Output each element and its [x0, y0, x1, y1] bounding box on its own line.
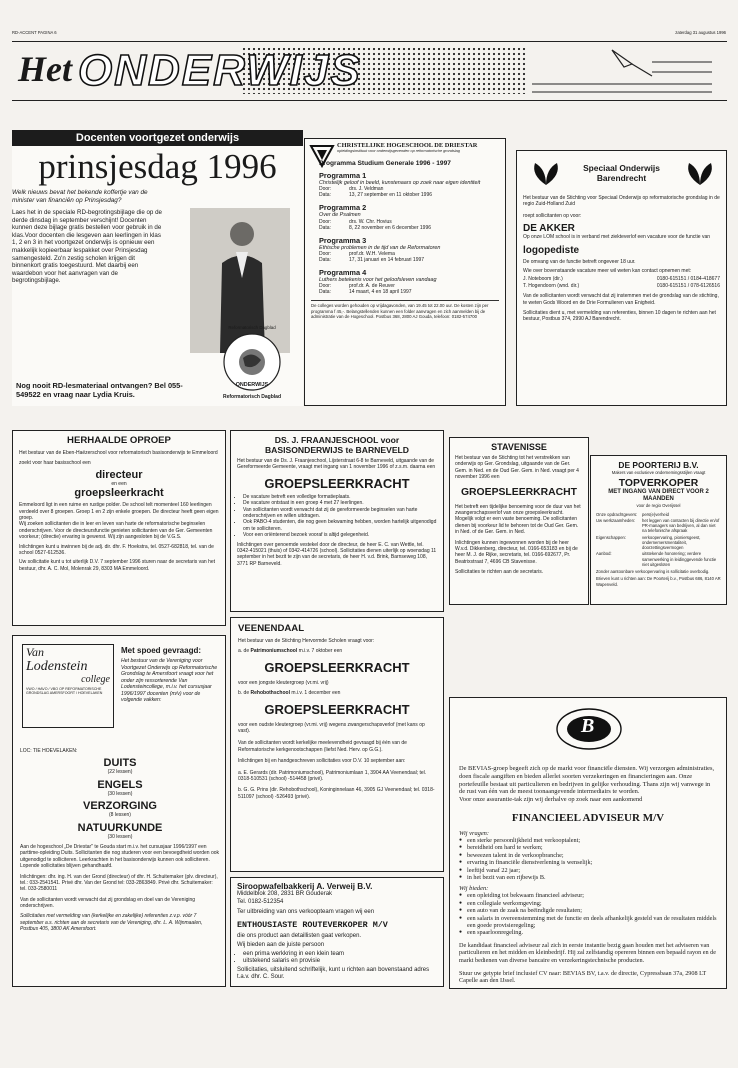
driestar-program-name: Programma 4: [319, 267, 367, 277]
driestar-data-label: Data:: [319, 224, 331, 231]
bevias-bieden-item-text: een opleiding tot bekwaam financieel adviseur;: [467, 892, 585, 900]
veenendaal-b-group: voor een oudste kleutergroep (vr.mi. vrij) wegens zwangerschapsverlof (met kans op vast).: [238, 721, 425, 734]
driestar-data-label: Data:: [319, 289, 331, 296]
oproep-body2: Wij zoeken sollicitanten die in leer en leven van harte de reformatorische beginselen onderschrijven. Voor de directeursfunctie genieten sollicitanten van de Ger. Gemeenten voorkeur; (directie) ervaring is gewenst. Wij zijn aangesloten bij de V.G.S.: [19, 521, 213, 541]
lodenstein-logo-college: college: [81, 674, 110, 685]
driestar-door-value: prof.dr. W.H. Velema: [349, 250, 395, 257]
bullet-dot-icon: ●: [459, 875, 463, 881]
stavenisse-ad: [449, 437, 589, 605]
seal-text-bottom: ONDERWIJS: [235, 382, 269, 388]
veenendaal-body2: Inlichtingen bij en handgeschreven sollicitaties voor D.V. 10 september aan:: [238, 758, 406, 765]
veenendaal-intro: Het bestuur van de Stichting Hervormde Scholen vraagt voor:: [238, 638, 375, 644]
masthead: [12, 41, 727, 101]
fraanje-bullet: • De vacature betreft een volledige formatieplaats.: [243, 494, 437, 500]
bevias-vragen-item-text: ervaring in financiële dienstverlening is wenselijk;: [467, 859, 593, 867]
speciaal-contact-row: [523, 283, 720, 289]
oproep-role1: directeur: [95, 468, 143, 481]
verweij-apply: Sollicitaties, uitsluitend schriftelijk, kunt u richten aan bovenstaand adres t.a.v. dhr. C. Sour.: [237, 966, 430, 980]
veenendaal-body1: Van de sollicitanten wordt kerkelijke meelevendheid gevraagd bij één van de Reformatorische kerkgenootschappen (liefst Ned. Herv. op G.G.).: [238, 740, 407, 753]
bevias-bieden-item: [459, 915, 717, 930]
fraanje-bullet: • Voor een oriënterend bezoek vooraf is altijd gelegenheid.: [243, 532, 437, 538]
lodenstein-subject-name: ENGELS: [97, 778, 143, 791]
fraanje-bullet: • De vacature ontstaat in een groep 4 met 27 leerlingen.: [243, 500, 437, 506]
driestar-data-label: Data:: [319, 256, 331, 263]
lodenstein-logo-small: VWO / HAVO / VBO OP REFORMATORISCHE GRONDSLAG AMERSFOORT / HOEVELAKEN: [26, 687, 103, 696]
bullet-dot-icon: ●: [459, 893, 463, 899]
driestar-door-label: Door:: [319, 283, 332, 290]
bullet-dot-icon: ●: [459, 837, 463, 843]
leaf-icon-left: [529, 161, 563, 187]
lodenstein-logo: [22, 644, 114, 728]
verweij-tel: Tel. 0182-512354: [237, 898, 284, 905]
driestar-program-name: Programma 3: [319, 235, 367, 245]
fraanje-title: DS. J. FRAANJESCHOOL voor BASISONDERWIJS te BARNEVELD: [264, 435, 410, 455]
verweij-intro: Ter uitbreiding van ons verkoopteam vragen wij een: [237, 909, 375, 915]
lodenstein-content: [20, 748, 220, 933]
poorterij-role: TOPVERKOPER: [618, 478, 699, 490]
bevias-vragen-item: [459, 867, 717, 874]
driestar-door-label: Door:: [319, 250, 332, 257]
seal-text-top: Reformatorisch Dagblad: [228, 325, 276, 330]
bevias-bieden-item-text: een auto van de zaak na beëindigde resultaten;: [467, 907, 582, 915]
bevias-intro2: Voor onze assurantie-tak zijn wij derhalve op zoek naar een aankomend: [459, 796, 643, 804]
lodenstein-subject-hours: (30 lessen): [107, 833, 133, 840]
bevias-role: FINANCIEEL ADVISEUR M/V: [511, 811, 665, 824]
bevias-vragen-item-text: een sterke persoonlijkheid met verkooptalent;: [467, 836, 581, 844]
prinsjesdag-title: prinsjesdag 1996: [38, 147, 277, 186]
masthead-word-het: Het: [18, 49, 72, 89]
speciaal-omvang: De omvang van de functie betreft ongeveer 18 uur.: [523, 258, 636, 265]
lodenstein-body2: Inlichtingen: dhr. ing. H. van der Grond (directeur) of dhr. H. Schuitemaker (plv. directeur), tel.: 033-2541541. Privé dhr. Van der Grond tel: 033-2863849. Privé dhr. Schuitemaker: tel. 033-2580011: [20, 873, 218, 893]
speciaal-contact-name: T. Hogendoorn (wnd. dir.): [523, 282, 580, 289]
poorterij-row-value: pers(e)verheid: [642, 511, 669, 517]
driestar-program-data-row: [319, 192, 499, 198]
bullet-dot-icon: ●: [459, 908, 463, 914]
speciaal-apply: Sollicitaties dient u, met vermelding van referenties, binnen 10 dagen te richten aan het bestuur, Postbus 374, 2990 AJ Barendrecht.: [523, 309, 716, 323]
veenendaal-addr-a: a. E. Gerards (dir. Patrimoniumschool), Patrimoniumlaan 1, 3904 AA Veenendaal; tel. 0318-510531 (school) -514458 (privé).: [238, 769, 427, 782]
bevias-vragen-item: [459, 859, 717, 866]
driestar-data-value: 13, 27 september en 11 oktober 1996: [349, 192, 433, 199]
veenendaal-ad: [230, 617, 444, 872]
speciaal-roept: roept sollicitanten op voor:: [523, 212, 582, 219]
speciaal-contact-tel: 0180-615151 / 0184-418677: [656, 276, 720, 283]
lodenstein-subject-hours: (30 lessen): [107, 790, 133, 797]
veenendaal-b-label: b. de: [238, 690, 250, 697]
bullet-dot-icon: ●: [459, 860, 463, 866]
veenendaal-role-a: GROEPSLEERKRACHT: [264, 659, 410, 675]
driestar-data-value: 17, 31 januari en 14 februari 1997: [349, 256, 425, 263]
bevias-apply: Stuur uw getypte brief inclusief CV naar: BEVIAS BV, t.a.v. de directie, Cypressbaan 37a, 2908 LT Capelle aan den IJssel.: [459, 969, 706, 985]
bevias-bieden-list: [459, 892, 717, 936]
stavenisse-apply: Sollicitaties te richten aan de secretaris.: [455, 569, 544, 576]
driestar-door-label: Door:: [319, 218, 332, 225]
driestar-logo: [309, 142, 335, 168]
bevias-bieden-item: [459, 907, 717, 914]
driestar-program-topic: Ethische problemen in de tijd van de Reformatoren: [319, 244, 441, 251]
poorterij-row: [596, 551, 721, 567]
veenendaal-a-group: voor een jongste kleutergroep (vr.mi. vrij): [238, 679, 329, 686]
bevias-body: De kandidaat financieel adviseur zal zich in eerste instantie bezig gaan houden met het adviseren van particulieren en het midden en kleinbedrijf. Hij zal zelfstandig opereren binnen een bepaald rayon en de markt bedienen van diverse bancaire en verzekeringstechnische producten.: [459, 941, 717, 965]
lodenstein-body1: Aan de hogeschool „De Driestar" te Gouda start m.i.v. het cursusjaar 1996/1997 een parttime-opleiding Duits. Sollicitanten die nog studeren voor een bevoegdheid worden ook uitgenodigd te solliciteren. Leerkrachten in het basisonderwijs kunnen ook solliciteren. Lopende sollicitaties blijven gehandhaafd.: [20, 843, 220, 870]
lodenstein-body4: Sollicitaties met vermelding van (kerkelijke en zakelijke) referenties z.v.p. vóór 7 september a.s. richten aan de secretaris van de Vereniging, dhr. L. A. Wijnmaalen, Postbus 405, 3800 AK Amersfoort.: [20, 913, 203, 933]
lodenstein-subjects: [20, 757, 220, 840]
bevias-bieden-item: [459, 892, 717, 899]
verweij-addr: Middelblok 208, 2831 BR Gouderak: [237, 891, 333, 897]
verweij-bullet: • een prima werkkring in een klein team: [243, 951, 437, 959]
poorterij-region: voor de regio Overijssel: [636, 503, 681, 509]
poorterij-apply: Brieven kunt u richten aan: De Poorterij b.v., Postbus 686, 8140 AR Wapenveld.: [596, 576, 721, 587]
poorterij-row-key: Eigenschappen:: [596, 534, 627, 540]
bevias-vragen-item: [459, 852, 717, 859]
driestar-programs: [319, 171, 499, 296]
bevias-vragen-item: [459, 837, 717, 844]
poorterij-row-value: het leggen van contacten bij directie en/of PR-managers van bedrijven, al dan niet na telefonische afspraak: [642, 517, 720, 534]
speciaal-contact-tel: 0180-615151 / 078-6126516: [656, 282, 720, 289]
fraanje-bullet: • Ook PABO-4 studenten, die nog geen bekwaming hebben, worden hartelijk uitgenodigd om te solliciteren.: [243, 519, 437, 532]
herhaalde-oproep-ad: [12, 430, 226, 626]
driestar-program: [319, 268, 499, 295]
seal-caption: Reformatorisch Dagblad: [222, 394, 282, 400]
lodenstein-logo-van: Van: [26, 645, 44, 659]
driestar-program-topic: Over de Psalmen: [319, 212, 361, 219]
driestar-door-label: Door:: [319, 186, 332, 193]
poorterij-row-key: Onze opdrachtgevers:: [596, 511, 638, 517]
stavenisse-intro: Het bestuur van de Stichting tot het verstrekken van onderwijs op Ger. Grondslag, uitgaande van de Ger. Gem. in Ned. en de Oud Ger. Gem. in Ned. vraagt per 4 november 1996 een: [455, 455, 579, 481]
driestar-title: CHRISTELIJKE HOGESCHOOL DE DRIESTAR: [337, 142, 478, 149]
driestar-door-value: drs. J. Veldman: [349, 186, 384, 193]
verweij-offer: Wij bieden aan de juiste persoon: [237, 942, 325, 948]
driestar-program-data-row: [319, 289, 499, 295]
poorterij-row: [596, 535, 721, 551]
driestar-data-label: Data:: [319, 192, 331, 199]
prinsjesdag-body: Laes het in de speciale RD-begrotingsbijlage die op de derde dinsdag in september verschijnt! Docenten kunnen deze bijlage gratis bestellen voor gebruik in de klas.Voor docenten die lesgeven aan leerlingen in klas 1, 2 en 3 in het voortgezet onderwijs is opnieuw een makkelijk kopieerbaar lespakket over Prinsjesdag samengesteld. Zo'n zestig scholen krijgen dit binnenkort gratis toegestuurd. Met daarbij een waardebon voor het aanvragen van de begrotingsbijlage.: [12, 209, 162, 285]
speciaal-onderwijs-ad: [516, 150, 727, 406]
speciaal-intro: Het bestuur van de Stichting voor Speciaal Onderwijs op reformatorische grondslag in de regio Zuid-Holland Zuid: [523, 195, 720, 208]
oproep-body1: Emmeloord ligt in een ruime en rustige polder. De school telt momenteel 160 leerlingen verdeeld over 8 groepen. Groep 1 en 2 zijn enkele groepen. De directeur heeft geen eigen groep.: [19, 502, 219, 521]
speciaal-desc: Op onze LOM school is in verband met ziekteverlof een vacature voor de functie van: [523, 234, 711, 241]
bevias-vragen-item: [459, 874, 717, 881]
bevias-vragen-item-text: bereidheid om hard te werken;: [467, 844, 543, 852]
driestar-door-value: drs. W. Chr. Hovius: [349, 218, 392, 225]
masthead-word-onderwijs: ONDERWIJS: [78, 46, 362, 95]
verweij-bullet: • uitstekend salaris en provisie: [243, 958, 437, 966]
veenendaal-b-date: m.i.v. 1 december een: [291, 690, 341, 697]
prinsjesdag-cta: Nog nooit RD-lesmateriaal ontvangen? Bel 055-549522 en vraag naar Lydia Kruis.: [16, 381, 183, 399]
bevias-bieden-item: [459, 900, 717, 907]
bevias-vragen-label: Wij vragen:: [459, 829, 489, 837]
bullet-dot-icon: ●: [459, 930, 463, 936]
lodenstein-body3: Van de sollicitanten wordt verwacht dat zij grondslag en doel van de Vereniging onderschrijven.: [20, 896, 196, 910]
page-header-left: RD-ACCENT PAGINA 6: [12, 30, 57, 35]
stavenisse-title: STAVENISSE: [491, 442, 547, 452]
speciaal-contact-name: J. Noteboom (dir.): [523, 276, 563, 283]
veenendaal-a-label: a. de: [238, 648, 250, 655]
page-header-right: zaterdag 31 augustus 1996: [675, 30, 726, 35]
stavenisse-role: GROEPSLEERKRACHT: [460, 486, 578, 498]
poorterij-row-value: verkoopervaring, pioniersgeest, ondernemersmentaliteit, doorzettingsvermogen: [642, 534, 701, 550]
oproep-role2: groepsleerkracht: [74, 487, 164, 500]
speciaal-school: DE AKKER: [523, 223, 575, 235]
fraanjeschool-ad: [230, 430, 444, 612]
bullet-dot-icon: ●: [459, 915, 463, 921]
lodenstein-loc: LOC: TIE HOEVELAKEN:: [20, 748, 78, 754]
poorterij-sub: Makers van exclusieve ondernemingsstijlen vraagt: [611, 470, 706, 475]
lodenstein-subject-name: DUITS: [103, 757, 137, 770]
driestar-program: [319, 203, 499, 230]
lodenstein-subject-name: NATUURKUNDE: [77, 821, 163, 834]
poorterij-rows: [596, 512, 721, 568]
oproep-zoekt: zoekt voor haar basisschool een: [19, 460, 91, 467]
oproep-en: en een: [111, 480, 127, 487]
speciaal-note: Van de sollicitanten wordt verwacht dat zij instemmen met de grondslag van de stichting, te weten Gods Woord en de Drie Formulieren van Enigheid.: [523, 293, 719, 306]
stavenisse-body2: Inlichtingen kunnen ingewonnen worden bij de heer W.v.d. Dikkenberg, directeur, tel. 0166-653183 en bij de heer M. J. de Rijke, secretaris, tel. 0166-692677, Pr. Beatrixstraat 7, 4696 CB Stavenisse.: [455, 539, 578, 565]
fraanje-bullets: [243, 494, 437, 539]
oproep-intro: Het bestuur van de Eben-Haëzerschool voor reformatorisch basisonderwijs te Emmeloord: [19, 450, 218, 456]
lodenstein-subject-hours: (8 lessen): [109, 812, 131, 819]
driestar-program-name: Programma 2: [319, 203, 367, 213]
lodenstein-ad: [12, 635, 226, 987]
stavenisse-body: Het betreft een tijdelijke benoeming voor de duur van het zwangerschapsverlof van onze groepsleerkracht. Mogelijk volgt er een vaste benoeming. De sollicitanten dienen bij voorkeur lid te behoren tot de Oud Ger. Gem. in Ned. of de Ger. Gem. in Ned.: [455, 503, 581, 536]
lodenstein-subject-name: VERZORGING: [83, 800, 157, 813]
bevias-vragen-item-text: in het bezit van een rijbewijs B.: [467, 874, 546, 882]
poorterij-row-key: Uw werkzaamheden:: [596, 517, 636, 523]
oproep-title: HERHAALDE OPROEP: [67, 435, 171, 446]
driestar-ad: [304, 138, 506, 406]
driestar-program-data-row: [319, 257, 499, 263]
bevias-vragen-item: [459, 844, 717, 851]
poorterij-row-value: uitstekende honorering; verdere samenwerking in leidinggevende functie niet uitgesloten: [642, 551, 717, 567]
driestar-heading: Programma Studium Generale 1996 - 1997: [319, 159, 451, 167]
poorterij-row: [596, 518, 721, 534]
veenendaal-addr-b: b. G. G. Prins (dir. Rehobothschool), Koninginnelaan 46, 3905 GJ Veenendaal; tel. 0318-511097 (school) -526493 (privé).: [238, 787, 435, 800]
speciaal-contacts: [523, 276, 720, 289]
prinsjesdag-banner: Docenten voortgezet onderwijs: [12, 130, 303, 146]
lodenstein-logo-name: Lodenstein: [26, 659, 88, 674]
poorterij-ad: [590, 455, 727, 605]
bevias-bieden-item-text: een salaris in overeenstemming met de functie en deels afhankelijk gesteld van de resultaten middels een goede provisieregeling;: [467, 914, 717, 930]
bullet-dot-icon: ●: [459, 900, 463, 906]
leaf-icon-right: [683, 161, 717, 187]
prinsjesdag-intro: Welk nieuws bevat het bekende koffertje van de minister van financiën op Prinsjesdag?: [12, 189, 148, 204]
speciaal-role: logopediste: [523, 244, 580, 256]
verweij-bullets: [243, 951, 437, 966]
fraanje-role: GROEPSLEERKRACHT: [264, 475, 410, 491]
poorterij-row: [596, 512, 721, 517]
oproep-body3: Inlichtingen kunt u inwinnen bij de adj. dir. dhr. F. Hoekstra, tel. 0527-682818, tel. van de school 0527-612536.: [19, 543, 214, 556]
veenendaal-b-line: [238, 690, 436, 696]
veenendaal-a-school: Patrimoniumschool: [250, 648, 298, 655]
bullet-dot-icon: ●: [459, 845, 463, 851]
veenendaal-a-date: m.i.v. 7 oktober een: [298, 648, 343, 655]
bevias-bieden-item: [459, 929, 717, 936]
veenendaal-b-school: Rehobothschool: [250, 690, 290, 697]
fraanje-body: Inlichtingen over genoemde vestekel door de directeur, de heer E. C. van Wettle, tel. 0342-415021 (thuis) of 0342-414726 (school). Sollicitaties dienen uiterlijk op woensdag 11 september in het bezit te zijn van de secretaris, de heer H. v.d. Brink, Barnseweg 108, 3771 RP Barneveld.: [237, 541, 437, 567]
driestar-data-value: 14 maart, 4 en 18 april 1997: [349, 289, 412, 296]
verweij-sub: die ons product aan detaillisten gaat verkopen.: [237, 932, 362, 939]
bevias-vragen-list: [459, 837, 717, 881]
poorterij-start: MET INGANG VAN DIRECT VOOR 2 MAANDEN: [608, 489, 709, 503]
bevias-bieden-item-text: een spaarloonregeling.: [467, 929, 524, 937]
veenendaal-title: VEENENDAAL: [238, 623, 305, 634]
veenendaal-role-b: GROEPSLEERKRACHT: [264, 701, 410, 717]
driestar-program-name: Programma 1: [319, 170, 367, 180]
verweij-ad: [230, 877, 444, 987]
driestar-subtitle: opleidingsinstituut voor onderwijsgevenden op reformatorische grondslag: [337, 149, 460, 153]
speciaal-info: Wie over bovenstaande vacature meer wil weten kan contact opnemen met:: [523, 267, 692, 274]
verweij-title: Siroopwafelbakkerij A. Verweij B.V.: [237, 882, 373, 891]
fraanje-intro: Het bestuur van de Ds. J. Fraanjeschool, Lijsterstraat 6-8 te Barneveld, uitgaande van de Gereformeerde Gemeente, vraagt met ingang van 1 november 1996 of z.s.m. daarna een: [237, 458, 436, 471]
bullet-dot-icon: ●: [459, 852, 463, 858]
oproep-body4: Uw sollicitatie kunt u tot uiterlijk D.V. 7 september 1996 sturen naar de secretaris van het bestuur, dhr. A. C. Mol, Molenrak 29, 8303 MA Emmeloord.: [19, 559, 216, 572]
driestar-door-value: prof.dr. A. de Reuver: [349, 283, 395, 290]
driestar-program-topic: Christelijk geloof in beeld, kunstenaars op zoek naar eigen identiteit: [319, 179, 481, 186]
bevias-bieden-label: Wij bieden:: [459, 885, 489, 893]
prinsjesdag-ad: [12, 130, 303, 406]
bevias-ad: [449, 697, 727, 989]
driestar-footer: De colleges worden gehouden op vrijdagavonden, van 19.45 tot 22.00 uur. De kosten zijn per programma f 45,-. Belangstellenden kunnen een folder aanvragen en zich aanmelden bij de administratie van de Hogeschool. Postbus 368, 2800 AJ Gouda, telefoon: 0182-574700: [311, 300, 499, 319]
poorterij-row-key: Aanbod:: [596, 551, 612, 557]
poorterij-title: DE POORTERIJ B.V.: [618, 460, 699, 470]
driestar-program: [319, 236, 499, 263]
bevias-bieden-item-text: een collegiale werkomgeving;: [467, 899, 542, 907]
driestar-program: [319, 171, 499, 198]
bevias-vragen-item-text: leeftijd vanaf 22 jaar;: [467, 866, 521, 874]
veenendaal-a-line: [238, 648, 436, 654]
driestar-program-topic: Luthers betekenis voor het geloofsleven vandaag: [319, 276, 437, 283]
bullet-dot-icon: ●: [459, 867, 463, 873]
lodenstein-intro: Het bestuur van de Vereniging voor Voortgezet Onderwijs op Reformatorische Grondslag te Amersfoort vraagt voor het onder zijn ressorterende Van Lodensteincollege, m.i.v. het cursusjaar 1996/1997 docenten (m/v) voor de volgende vakken:: [121, 658, 218, 703]
verweij-role: ENTHOUSIASTE ROUTEVERKOPER M/V: [237, 919, 388, 930]
lodenstein-subject-hours: (22 lessen): [107, 769, 133, 776]
bevias-logo-letter: B: [581, 715, 595, 737]
bevias-intro: De BEVIAS-groep begeeft zich op de markt voor financiële diensten. Wij verzorgen administraties, doen fiscale aangiften en bieden allerlei soorten verzekeringen en financieringen aan. Onze portefeuille bestaat uit particulieren en bedrijven in gelijke verhouding. Thans zijn wij vanwege in de rust van één van de meest toonaangevende intermediairs te worden.: [459, 765, 715, 796]
bevias-vragen-item-text: beweezen talent in de verkoopbranche;: [467, 851, 564, 859]
driestar-data-value: 8, 22 november en 6 december 1996: [349, 224, 431, 231]
fraanje-bullet: • Van sollicitanten wordt verwacht dat zij de gereformeerde beginselen van harte onderschrijven en willen uitdragen.: [243, 507, 437, 520]
speciaal-title: Speciaal Onderwijs Barendrecht: [583, 163, 660, 183]
lodenstein-urgent: Met spoed gevraagd:: [121, 646, 202, 655]
poorterij-note: Zonder aantoonbare verkoopervaring is sollicitatie overbodig.: [596, 569, 710, 574]
driestar-program-data-row: [319, 225, 499, 231]
